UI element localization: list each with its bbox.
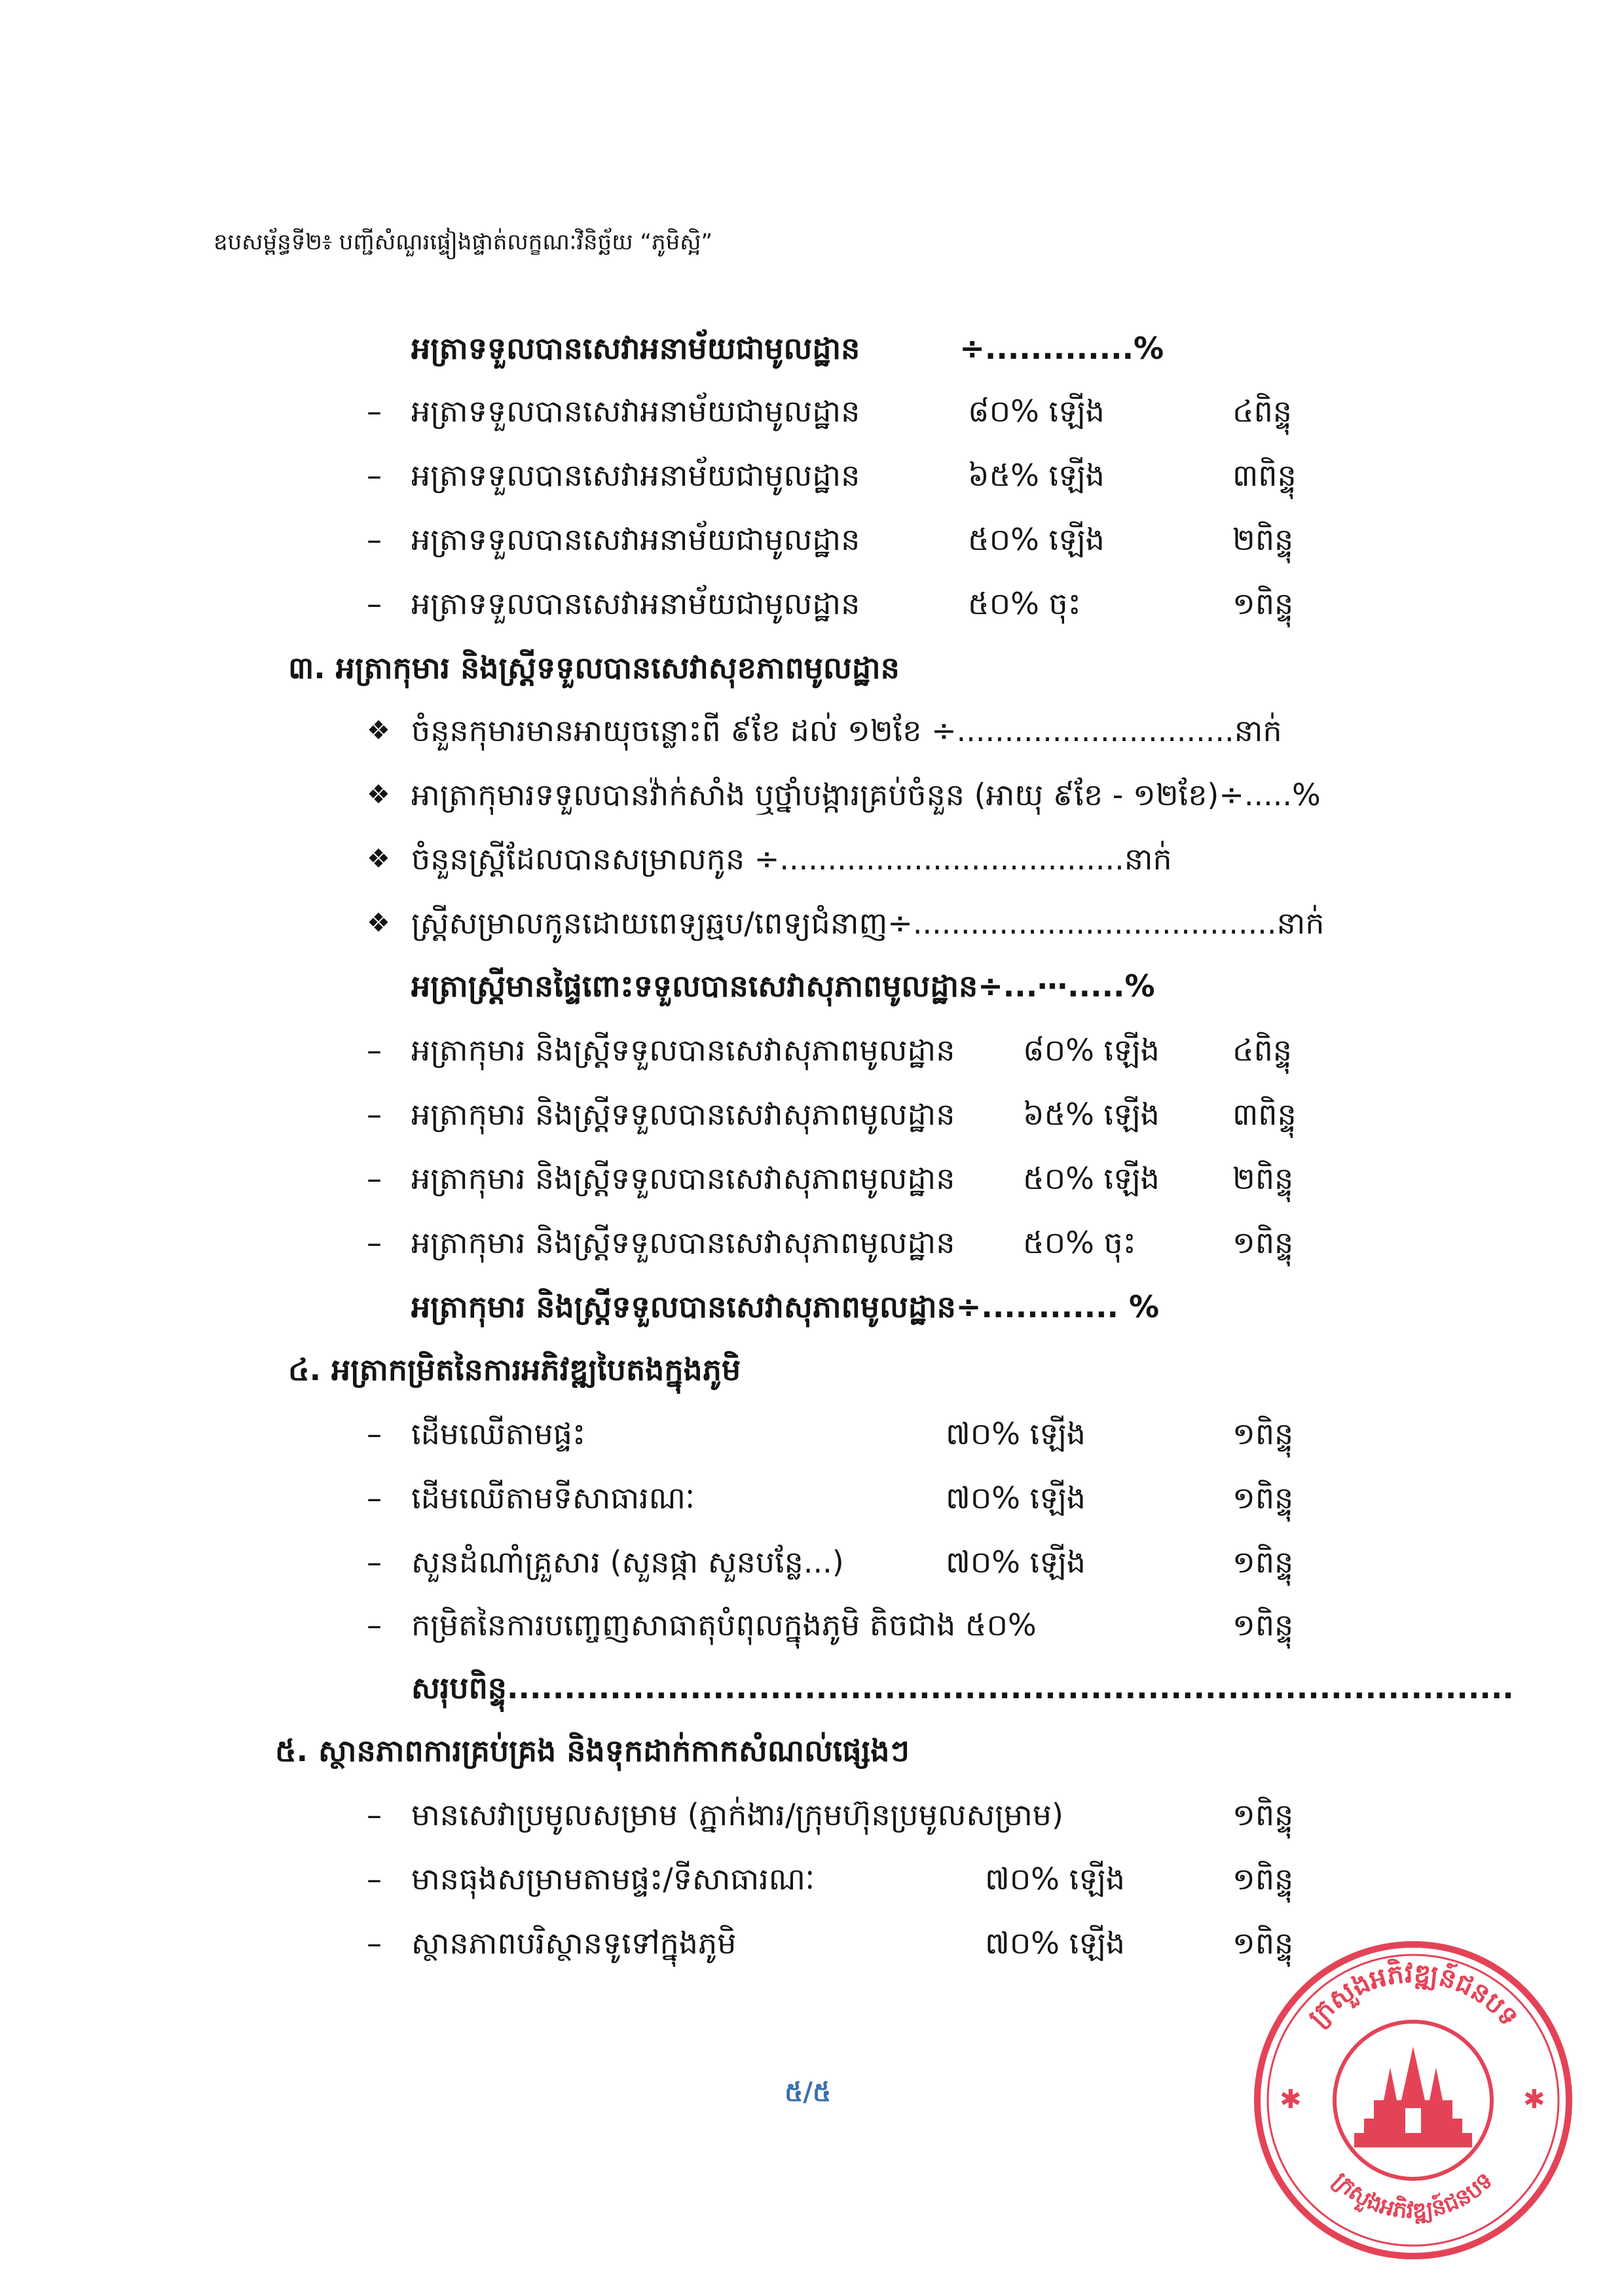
seal-star-right: ✱ (1523, 2085, 1545, 2115)
row-label: អត្រាទទួលបានសេវាអនាម័យជាមូលដ្ឋាន (411, 522, 860, 557)
row-percent: ៧០% ឡើង (985, 1861, 1125, 1897)
row-points: ១ពិន្ទុ (1232, 586, 1294, 621)
diamond-bullet-icon: ❖ (367, 844, 390, 874)
row-label: អត្រាកុមារ និងស្ត្រីទទួលបានសេវាសុភាពមូលដ្ឋាន (411, 1032, 955, 1068)
row-label: មានសេវាប្រមូលសម្រាម (ភ្នាក់ងារ/ក្រុមហ៊ុនប្រមូលសម្រាម) (411, 1797, 1063, 1832)
row-percent: ៧០% ឡើង (946, 1480, 1086, 1516)
row-label: ដើមឈើតាមផ្ទះ (411, 1416, 586, 1451)
dash-marker: – (367, 522, 382, 557)
row-points: ១ពិន្ទុ (1232, 1416, 1294, 1451)
dash-marker: – (367, 1861, 382, 1897)
diamond-bullet-icon: ❖ (367, 780, 390, 810)
row-percent: ៥០% ចុះ (968, 586, 1081, 621)
row-points: ៣ពិន្ទុ (1232, 458, 1297, 493)
row-label: អត្រាកុមារ និងស្ត្រីទទួលបានសេវាសុភាពមូលដ្ឋាន (411, 1161, 955, 1196)
row-percent: ៥០% ឡើង (1023, 1161, 1160, 1196)
row-points: ១ពិន្ទុ (1232, 1861, 1294, 1897)
dash-marker: – (367, 1925, 382, 1961)
dash-marker: – (367, 1480, 382, 1516)
row-points: ១ពិន្ទុ (1232, 1480, 1294, 1516)
section-3-summary: អត្រាកុមារ និងស្ត្រីទទួលបានសេវាសុភាពមូលដ្ឋាន÷............ % (411, 1289, 1160, 1324)
dash-marker: – (367, 1161, 382, 1196)
diamond-bullet-icon: ❖ (367, 908, 390, 938)
section-3-subheading: អត្រាស្ត្រីមានផ្ទៃពោះទទួលបានសេវាសុភាពមូលដ្ឋាន÷...⋯.....% (411, 968, 1155, 1004)
bullet-text: ចំនួនស្ត្រីដែលបានសម្រាលកូន ÷....................................នាក់ (411, 841, 1172, 877)
row-points: ២ពិន្ទុ (1232, 1161, 1294, 1196)
row-percent: ៦៥% ឡើង (968, 458, 1105, 493)
seal-text-top: ក្រសួងអភិវឌ្ឍន៍ជនបទ (1302, 1958, 1524, 2033)
row-percent: ៧០% ឡើង (985, 1925, 1125, 1961)
row-points: ៤ពិន្ទុ (1232, 1032, 1292, 1068)
row-label: ដើមឈើតាមទីសាធារណៈ (411, 1480, 695, 1516)
diamond-bullet-icon: ❖ (367, 716, 390, 746)
row-points: ៤ពិន្ទុ (1232, 393, 1292, 429)
dash-marker: – (367, 1607, 382, 1643)
dash-marker: – (367, 393, 382, 429)
row-label: មានធុងសម្រាមតាមផ្ទះ/ទីសាធារណៈ (411, 1861, 815, 1897)
row-label: ស្ថានភាពបរិស្ថានទូទៅក្នុងភូមិ (411, 1925, 737, 1961)
row-points: ១ពិន្ទុ (1232, 1544, 1294, 1580)
section-4-heading: ៤. អត្រាកម្រិតនៃការអភិវឌ្ឍបៃតងក្នុងភូមិ (288, 1352, 741, 1387)
row-label: អត្រាទទួលបានសេវាអនាម័យជាមូលដ្ឋាន (411, 586, 860, 621)
dash-marker: – (367, 458, 382, 493)
row-percent: ៧០% ឡើង (946, 1544, 1086, 1580)
row-points: ១ពិន្ទុ (1232, 1797, 1294, 1832)
section-a-heading-fill: ÷.............% (959, 331, 1164, 366)
section-3-heading: ៣. អត្រាកុមារ និងស្ត្រីទទួលបានសេវាសុខភាពមូលដ្ឋាន (288, 650, 900, 685)
page-number: ៥/៥ (784, 2077, 832, 2107)
seal-text-bottom: ក្រសួងអភិវឌ្ឍន៍ជនបទ (1327, 2167, 1499, 2225)
row-points: ១ពិន្ទុ (1232, 1225, 1294, 1260)
row-label: អត្រាកុមារ និងស្ត្រីទទួលបានសេវាសុភាពមូលដ្ឋាន (411, 1225, 955, 1260)
dash-marker: – (367, 586, 382, 621)
row-percent: ៨០% ឡើង (968, 393, 1105, 429)
dash-marker: – (367, 1797, 382, 1832)
section-a-heading (411, 329, 1164, 368)
official-seal-stamp (1249, 1937, 1577, 2264)
row-label: កម្រិតនៃការបញ្ចេញសាធាតុបំពុលក្នុងភូមិ តិចជាង ៥០% (411, 1607, 1037, 1643)
row-label: អត្រាកុមារ និងស្ត្រីទទួលបានសេវាសុភាពមូលដ្ឋាន (411, 1097, 955, 1132)
row-points: ១ពិន្ទុ (1232, 1925, 1294, 1961)
row-label: អត្រាទទួលបានសេវាអនាម័យជាមូលដ្ឋាន (411, 458, 860, 493)
row-label: សួនដំណាំគ្រួសារ (សួនផ្កា សួនបន្លែ...) (411, 1544, 844, 1580)
row-percent: ៨០% ឡើង (1023, 1032, 1160, 1068)
dash-marker: – (367, 1225, 382, 1260)
dash-marker: – (367, 1416, 382, 1451)
temple-icon (1354, 2047, 1472, 2147)
row-points: ៣ពិន្ទុ (1232, 1097, 1297, 1132)
section-a-heading-text: អត្រាទទួលបានសេវាអនាម័យជាមូលដ្ឋាន (411, 331, 860, 366)
annex-header-note: ឧបសម្ព័ន្ធទី២៖ បញ្ជីសំណួរផ្ទៀងផ្ទាត់លក្ខណៈវិនិច្ឆ័យ “ភូមិស្អិ” (213, 229, 713, 255)
row-percent: ៧០% ឡើង (946, 1416, 1086, 1451)
bullet-text: ស្ត្រីសម្រាលកូនដោយពេទ្យឆ្មប/ពេទ្យជំនាញ÷......................................នាក់ (411, 905, 1325, 941)
dash-marker: – (367, 1032, 382, 1068)
dash-marker: – (367, 1097, 382, 1132)
section-4-total: សរុបពិន្ទុ........................................................................................ (411, 1670, 1514, 1705)
row-percent: ៥០% ឡើង (968, 522, 1105, 557)
dash-marker: – (367, 1544, 382, 1580)
row-points: ១ពិន្ទុ (1232, 1607, 1294, 1643)
row-percent: ៥០% ចុះ (1023, 1225, 1136, 1260)
section-5-heading: ៥. ស្ថានភាពការគ្រប់គ្រង និងទុកដាក់កាកសំណល់ផ្សេងៗ (275, 1733, 910, 1768)
row-label: អត្រាទទួលបានសេវាអនាម័យជាមូលដ្ឋាន (411, 393, 860, 429)
row-points: ២ពិន្ទុ (1232, 522, 1294, 557)
bullet-text: អាត្រាកុមារទទួលបានវ៉ាក់សាំង ឬថ្នាំបង្ការគ្រប់ចំនួន (អាយុ ៩ខែ - ១២ខែ)÷.....% (411, 777, 1321, 812)
bullet-text: ចំនួនកុមារមានអាយុចន្លោះពី ៩ខែ ដល់ ១២ខែ ÷.............................នាក់ (411, 713, 1282, 748)
row-percent: ៦៥% ឡើង (1023, 1097, 1160, 1132)
seal-star-left: ✱ (1280, 2085, 1302, 2115)
